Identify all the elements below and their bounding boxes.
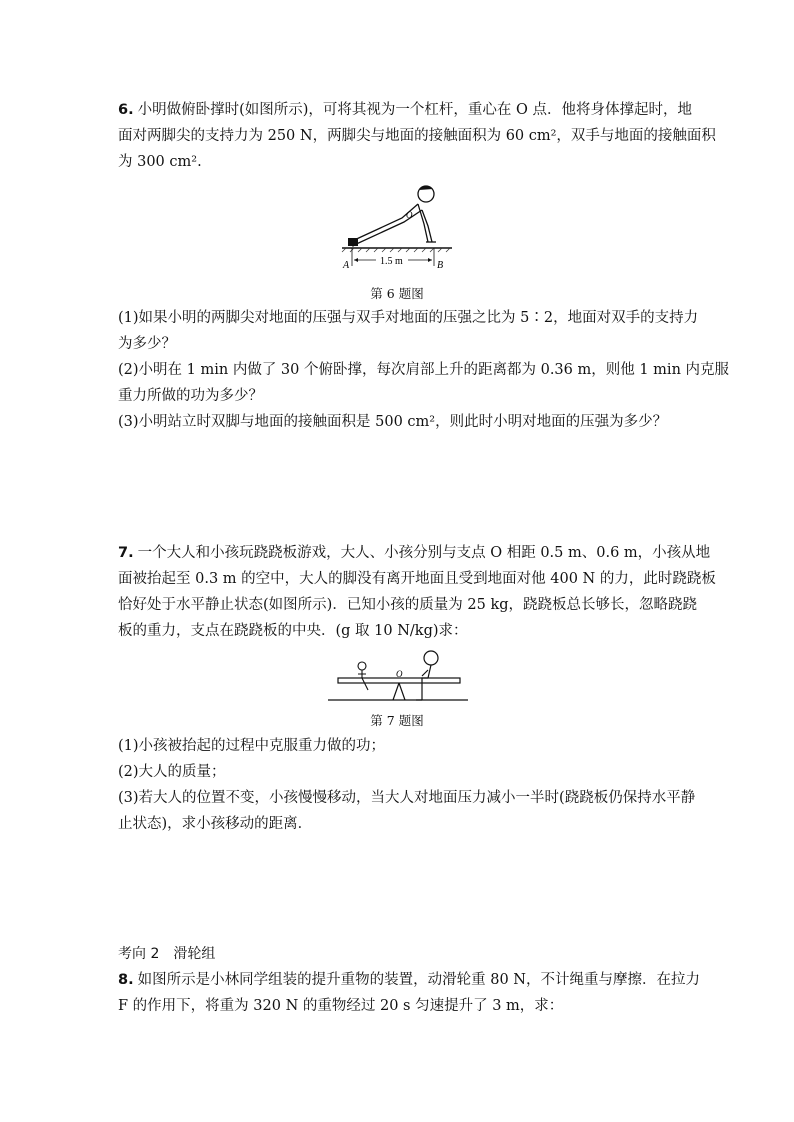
adult-head-icon: [424, 651, 438, 665]
pushup-figure: [340, 180, 460, 272]
q7-stem-line-3: 恰好处于水平静止状态(如图所示)．已知小孩的质量为 25 kg，跷跷板总长够长，忽略跷跷: [118, 597, 698, 613]
q7-sub3-line-1: (3)若大人的位置不变，小孩慢慢移动，当大人对地面压力减小一半时(跷跷板仍保持水平静: [118, 790, 696, 806]
q6-number: 6.: [118, 102, 134, 118]
q7-number: 7.: [118, 545, 134, 561]
q8-stem-line-1: [118, 970, 700, 990]
shoe-icon: [348, 238, 358, 246]
q7-stem-line-1: [118, 543, 710, 563]
label-o-seesaw: O: [396, 669, 403, 679]
label-a: A: [343, 260, 350, 271]
q7-sub1: (1)小孩被抬起的过程中克服重力做的功；: [118, 738, 386, 754]
q6-sub3: (3)小明站立时双脚与地面的接触面积是 500 cm²，则此时小明对地面的压强为多少？: [118, 414, 668, 430]
q6-sub1-line-2: 为多少？: [118, 336, 176, 352]
label-o: O: [406, 210, 413, 220]
fulcrum-icon: [393, 683, 405, 700]
q8-number: 8.: [118, 972, 134, 988]
q7-sub2: (2)大人的质量；: [118, 764, 226, 780]
q7-stem-line-2: 面被抬起至 0.3 m 的空中，大人的脚没有离开地面且受到地面对他 400 N 的力，此时跷跷板: [118, 571, 716, 587]
child-head-icon: [358, 662, 366, 670]
q7-stem-text-1: 一个大人和小孩玩跷跷板游戏，大人、小孩分别与支点 O 相距 0.5 m、0.6 m，小孩从地: [137, 545, 711, 561]
seesaw-figure: [328, 644, 468, 704]
q7-caption: 第 7 题图: [370, 713, 424, 728]
q6-caption: 第 6 题图: [370, 286, 424, 301]
q8-stem-text-1: 如图所示是小林同学组装的提升重物的装置，动滑轮重 80 N，不计绳重与摩擦．在拉力: [137, 972, 700, 988]
q6-sub2-line-2: 重力所做的功为多少？: [118, 388, 263, 404]
q7-sub3-line-2: 止状态)，求小孩移动的距离．: [118, 816, 313, 832]
q7-stem-line-4: 板的重力，支点在跷跷板的中央．(g 取 10 N/kg)求：: [118, 623, 468, 639]
q6-stem-text-1: 小明做俯卧撑时(如图所示)，可将其视为一个杠杆，重心在 O 点．他将身体撑起时，地: [137, 102, 693, 118]
label-b: B: [437, 260, 444, 271]
section-heading: 考向 2 滑轮组: [118, 946, 216, 962]
label-distance: 1.5 m: [380, 256, 403, 267]
q6-stem-line-1: [118, 100, 692, 120]
q8-stem-line-2: F 的作用下，将重为 320 N 的重物经过 20 s 匀速提升了 3 m，求：: [118, 998, 564, 1014]
q6-stem-line-2: 面对两脚尖的支持力为 250 N，两脚尖与地面的接触面积为 60 cm²，双手与地面的接触面积: [118, 128, 716, 144]
q6-sub2-line-1: (2)小明在 1 min 内做了 30 个俯卧撑，每次肩部上升的距离都为 0.36 m，则他 1 min 内克服: [118, 362, 730, 378]
q6-sub1-line-1: (1)如果小明的两脚尖对地面的压强与双手对地面的压强之比为 5∶2，地面对双手的支持力: [118, 310, 699, 326]
q6-stem-line-3: 为 300 cm².: [118, 154, 202, 170]
person-body: [350, 204, 437, 246]
